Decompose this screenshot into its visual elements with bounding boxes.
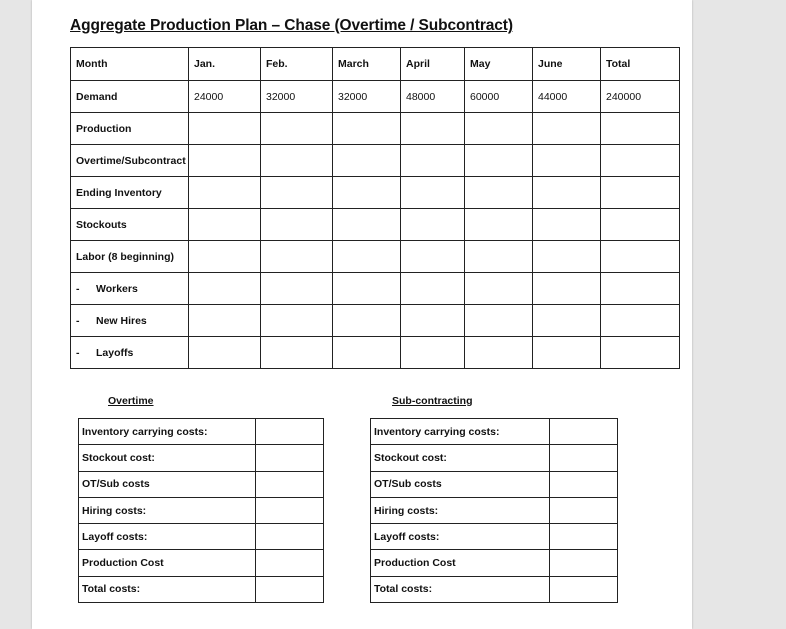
cost-value-cell[interactable] [256, 576, 324, 602]
empty-cell[interactable] [261, 113, 333, 145]
cost-row [371, 471, 618, 497]
month-column-header: Total [601, 48, 680, 81]
empty-cell[interactable] [401, 241, 465, 273]
empty-cell[interactable] [601, 337, 680, 369]
empty-cell[interactable] [261, 273, 333, 305]
empty-cell[interactable] [465, 145, 533, 177]
empty-cell[interactable] [333, 113, 401, 145]
empty-cell[interactable] [401, 177, 465, 209]
empty-cell[interactable] [533, 273, 601, 305]
demand-value: 60000 [465, 81, 533, 113]
labor-sub-row [71, 337, 680, 369]
cost-value-cell[interactable] [256, 471, 324, 497]
cost-value-cell[interactable] [550, 445, 618, 471]
empty-cell[interactable] [601, 177, 680, 209]
empty-cell[interactable] [601, 273, 680, 305]
cost-row [371, 445, 618, 471]
month-column-header: April [401, 48, 465, 81]
plan-row [71, 113, 680, 145]
labor-sub-row [71, 273, 680, 305]
month-column-header: June [533, 48, 601, 81]
cost-label: Stockout cost: [79, 445, 256, 471]
cost-label: Inventory carrying costs: [371, 419, 550, 445]
empty-cell[interactable] [189, 177, 261, 209]
plan-row [71, 241, 680, 273]
row-label [71, 305, 189, 337]
cost-row [79, 550, 324, 576]
empty-cell[interactable] [533, 337, 601, 369]
empty-cell[interactable] [261, 145, 333, 177]
empty-cell[interactable] [333, 145, 401, 177]
row-label: Ending Inventory [71, 177, 189, 209]
empty-cell[interactable] [533, 113, 601, 145]
empty-cell[interactable] [189, 113, 261, 145]
empty-cell[interactable] [465, 209, 533, 241]
demand-value: 48000 [401, 81, 465, 113]
demand-row [71, 81, 680, 113]
bullet-dash: - [76, 346, 80, 359]
plan-row [71, 177, 680, 209]
empty-cell[interactable] [401, 337, 465, 369]
cost-row [79, 445, 324, 471]
empty-cell[interactable] [333, 305, 401, 337]
empty-cell[interactable] [189, 209, 261, 241]
cost-value-cell[interactable] [256, 445, 324, 471]
cost-label: Total costs: [79, 576, 256, 602]
cost-label: Layoff costs: [79, 524, 256, 550]
page-title: Aggregate Production Plan – Chase (Overtime / Subcontract) [70, 17, 513, 34]
empty-cell[interactable] [401, 305, 465, 337]
empty-cell[interactable] [601, 241, 680, 273]
cost-row [79, 471, 324, 497]
empty-cell[interactable] [601, 305, 680, 337]
cost-label: Production Cost [371, 550, 550, 576]
empty-cell[interactable] [261, 241, 333, 273]
sub-row-label: Workers [96, 282, 138, 295]
cost-value-cell[interactable] [256, 419, 324, 445]
empty-cell[interactable] [261, 305, 333, 337]
cost-row [371, 550, 618, 576]
empty-cell[interactable] [401, 145, 465, 177]
empty-cell[interactable] [333, 209, 401, 241]
cost-row [371, 497, 618, 523]
cost-label: OT/Sub costs [79, 471, 256, 497]
cost-label: Hiring costs: [79, 497, 256, 523]
labor-sub-row [71, 305, 680, 337]
cost-row [79, 497, 324, 523]
empty-cell[interactable] [189, 273, 261, 305]
document-page [32, 0, 692, 629]
cost-value-cell[interactable] [550, 419, 618, 445]
cost-label: Layoff costs: [371, 524, 550, 550]
cost-value-cell[interactable] [256, 497, 324, 523]
demand-value: 24000 [189, 81, 261, 113]
empty-cell[interactable] [533, 209, 601, 241]
empty-cell[interactable] [261, 209, 333, 241]
row-label: Overtime/Subcontract [71, 145, 189, 177]
empty-cell[interactable] [465, 305, 533, 337]
cost-row [79, 576, 324, 602]
month-column-header: Feb. [261, 48, 333, 81]
row-label: Demand [71, 81, 189, 113]
row-label: Production [71, 113, 189, 145]
row-label: Stockouts [71, 209, 189, 241]
cost-value-cell[interactable] [256, 550, 324, 576]
empty-cell[interactable] [601, 145, 680, 177]
subcontracting-cost-table [370, 418, 618, 603]
plan-row [71, 145, 680, 177]
month-column-header: Jan. [189, 48, 261, 81]
month-header: Month [71, 48, 189, 81]
subcontracting-heading: Sub-contracting [392, 395, 473, 407]
cost-row [79, 524, 324, 550]
cost-label: Production Cost [79, 550, 256, 576]
empty-cell[interactable] [189, 145, 261, 177]
cost-label: Inventory carrying costs: [79, 419, 256, 445]
empty-cell[interactable] [333, 273, 401, 305]
empty-cell[interactable] [261, 337, 333, 369]
empty-cell[interactable] [601, 209, 680, 241]
cost-row [79, 419, 324, 445]
cost-value-cell[interactable] [550, 471, 618, 497]
empty-cell[interactable] [465, 177, 533, 209]
empty-cell[interactable] [533, 177, 601, 209]
demand-value: 32000 [261, 81, 333, 113]
empty-cell[interactable] [333, 241, 401, 273]
row-label: Labor (8 beginning) [71, 241, 189, 273]
month-column-header: May [465, 48, 533, 81]
cost-label: Hiring costs: [371, 497, 550, 523]
empty-cell[interactable] [533, 145, 601, 177]
plan-row [71, 209, 680, 241]
empty-cell[interactable] [261, 177, 333, 209]
overtime-cost-table [78, 418, 324, 603]
cost-label: Stockout cost: [371, 445, 550, 471]
empty-cell[interactable] [401, 273, 465, 305]
empty-cell[interactable] [465, 241, 533, 273]
cost-value-cell[interactable] [256, 524, 324, 550]
overtime-heading: Overtime [108, 395, 154, 407]
bullet-dash: - [76, 282, 80, 295]
empty-cell[interactable] [533, 305, 601, 337]
bullet-dash: - [76, 314, 80, 327]
header-row [71, 48, 680, 81]
empty-cell[interactable] [401, 209, 465, 241]
row-label [71, 337, 189, 369]
empty-cell[interactable] [189, 337, 261, 369]
empty-cell[interactable] [465, 113, 533, 145]
cost-value-cell[interactable] [550, 497, 618, 523]
cost-label: OT/Sub costs [371, 471, 550, 497]
demand-value: 44000 [533, 81, 601, 113]
cost-value-cell[interactable] [550, 576, 618, 602]
demand-value: 240000 [601, 81, 680, 113]
empty-cell[interactable] [189, 305, 261, 337]
cost-row [371, 576, 618, 602]
sub-row-label: New Hires [96, 314, 147, 327]
cost-value-cell[interactable] [550, 524, 618, 550]
empty-cell[interactable] [465, 337, 533, 369]
empty-cell[interactable] [333, 177, 401, 209]
production-plan-table [70, 47, 680, 369]
empty-cell[interactable] [189, 241, 261, 273]
empty-cell[interactable] [533, 241, 601, 273]
empty-cell[interactable] [601, 113, 680, 145]
cost-row [371, 419, 618, 445]
cost-label: Total costs: [371, 576, 550, 602]
empty-cell[interactable] [333, 337, 401, 369]
demand-value: 32000 [333, 81, 401, 113]
row-label [71, 273, 189, 305]
cost-row [371, 524, 618, 550]
sub-row-label: Layoffs [96, 346, 134, 359]
cost-value-cell[interactable] [550, 550, 618, 576]
empty-cell[interactable] [401, 113, 465, 145]
month-column-header: March [333, 48, 401, 81]
empty-cell[interactable] [465, 273, 533, 305]
